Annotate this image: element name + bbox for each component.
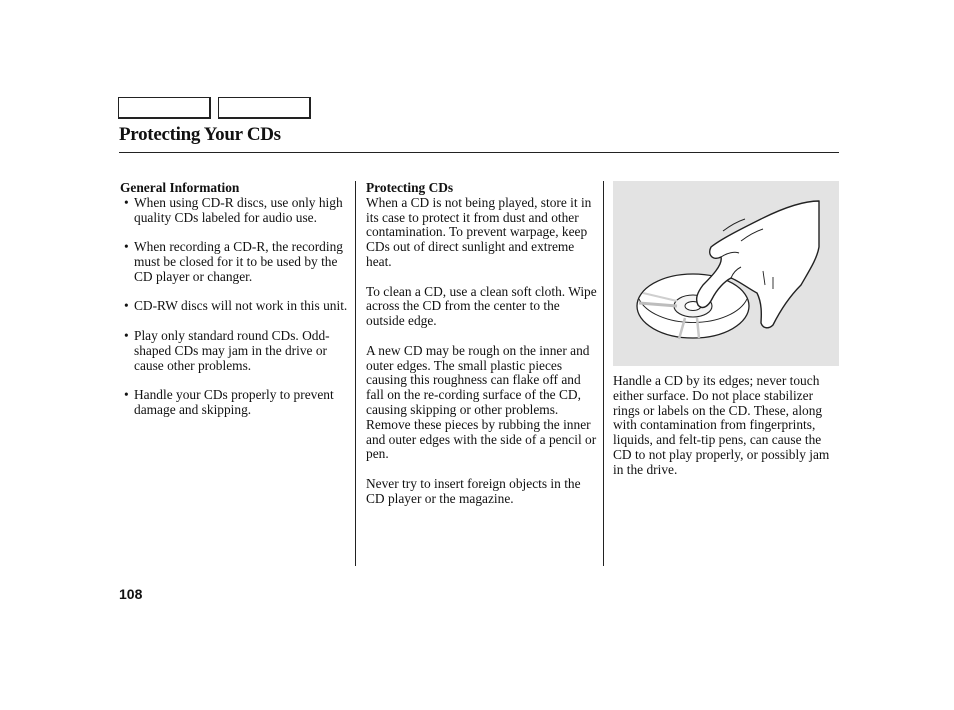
figure-caption: Handle a CD by its edges; never touch either surface. Do not place stabilizer rings or labels on the CD. These, along with contamination from fingerprints, liquids, and felt-tip pens, can cause the CD to not play properly, or possibly jam in the drive.: [613, 373, 830, 477]
bullet-icon: •: [124, 327, 129, 343]
hand-holding-cd-icon: [613, 181, 839, 366]
list-item: • Handle your CDs properly to prevent damage and skipping.: [124, 387, 334, 417]
page-number: 108: [119, 586, 143, 602]
bullet-icon: •: [124, 194, 129, 210]
rough-edges-paragraph: A new CD may be rough on the inner and outer edges. The small plastic pieces causing this roughness can flake off and fall on the re-cording surface of the CD, causing skipping or other problems. Remove these pieces by rubbing the inner and outer edges with the side of a pencil or pen.: [366, 342, 597, 462]
bullet-icon: •: [124, 298, 129, 314]
cleaning-paragraph: To clean a CD, use a clean soft cloth. Wipe across the CD from the center to the outside edge.: [366, 283, 597, 329]
protecting-cds-intro: When a CD is not being played, store it in its case to protect it from dust and other contamination. To prevent warpage, keep CDs out of direct sunlight and extreme heat.: [366, 194, 592, 269]
column-divider: [603, 181, 604, 566]
general-information-heading: General Information: [120, 180, 240, 195]
protecting-cds-column: [366, 181, 598, 521]
list-item: • When using CD-R discs, use only high quality CDs labeled for audio use.: [124, 194, 343, 225]
nav-tab-2[interactable]: [218, 97, 311, 119]
nav-tab-1[interactable]: [118, 97, 211, 119]
general-information-column: [120, 181, 348, 433]
protecting-cds-heading: Protecting CDs: [366, 180, 454, 195]
list-item: • CD-RW discs will not work in this unit.: [124, 298, 348, 314]
bullet-icon: •: [124, 239, 129, 255]
column-divider: [355, 181, 356, 566]
foreign-objects-paragraph: Never try to insert foreign objects in the CD player or the magazine.: [366, 475, 581, 506]
list-item: • Play only standard round CDs. Odd-shaped CDs may jam in the drive or cause other problems.: [124, 327, 330, 373]
bullet-icon: •: [124, 387, 129, 403]
cd-handling-illustration: [613, 181, 839, 366]
title-rule: [119, 152, 839, 153]
general-information-list: [120, 196, 348, 418]
page-title: Protecting Your CDs: [119, 124, 281, 145]
list-item: • When recording a CD-R, the recording must be closed for it to be used by the CD player or changer.: [124, 239, 343, 284]
